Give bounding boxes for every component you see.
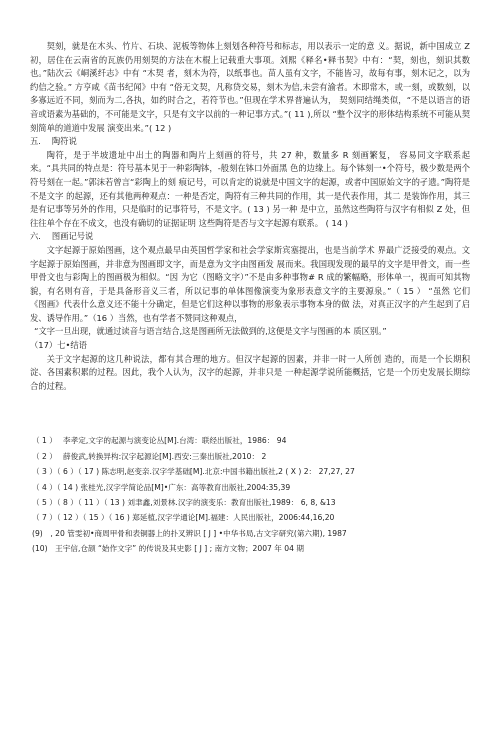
section-heading-tuhua: 六. 图画记号说 bbox=[30, 231, 94, 242]
paragraph-taofu: 陶符，是于半坡遗址中出土的陶器和陶片上刻画的符号，共 27 种，数量多 R 刻画繁复， 容易同文字联系起来。“具共同的特点是：符号基本见于一种彩陶钵，-般刻在钵口外面黑 色的边缘上。每个钵刻一•个符号，极少数是两个符号刻在一起。”郭沫若曾言“彩陶上的刻 痕记号，可以肯定的说就是中国文字的起源，或者中国原始文字的孑遗。”陶符是不是文字 的起源，还有其他两种观点：一种是否定，陶符有三种共同的作用，其一是代表作用，其二 是装饰作用，其三是有记事等另外的作用，只是临时的记事符号，不是文字。( 13 ) 另一种 是中立，虽然这些陶符与汉字有相似 Z 处，但往往单个存在不成文，也没有确切的证据证明 这些陶符是否与文字起源有联系。 ( 14 ) bbox=[30, 149, 470, 228]
reference-item: (10) 王宇信,仓颉 “始作文字” 的传说及其史影 [ J ] ; 南方文物；2007 年 04 期 bbox=[32, 544, 304, 554]
reference-item: （ 3 ）（ 6 ）（ 17 ) 陈志明,赵变亲.汉字学基础[M].北京:中国书籍出版社,2 ( X ) 2： 27,27, 27 bbox=[32, 467, 355, 477]
paragraph-conclusion: 关于文字起源的这几种说法，都有其合理的地方。但汉字起源的因素，并非一时一人所创 造的，而是一个长期积淀、各国素积累的过程。因此，我个人认为，汉字的起源，并非只是 一种起源学说所能概括，它是一个历史发展长期综合的过程。 bbox=[30, 353, 470, 391]
paragraph-tuhua: 文字起源于原始图画，这个观点最早由英国哲学家和社会学家斯宾塞提出，也是当前学术 界最广泛接受的观点。文字起源于原始图画，并非意为图画即文字，而是意为文字由图画发 展而来。我国现发现的最早的文字是甲骨文，而一些甲骨文也与彩陶上的图画极为相似。“因 为它（图略文字）”不是由多种事物# R 成的繁幅略，形体单一，视而可知其物貌，有名则有音，于是具备形音义三者，所以记事的单体图像演变为象形表意文字的主要源泉。”（ 15 ） “虽然 它们《图画》代表什么意义还不能十分确定，但是它们这种以事物的形象表示事物本身的做 法，对真正汉字的产生起到了启发、诱导作用。”（16 ）当然，也有学者不赞同这种观点， bbox=[30, 244, 470, 323]
reference-list bbox=[30, 435, 470, 555]
reference-item: （ 4 ）（ 14 ) 张桂光,汉字学简论品[M]•广东：高等教育出版社,2004:35,39 bbox=[32, 482, 291, 492]
reference-item: （ 1 ） 李孝定,文字的起源与演变论丛[M].台湾：联经出版社，1986： 94 bbox=[32, 436, 287, 446]
body-text bbox=[30, 40, 470, 393]
reference-item: （ 5 ）（ 8 ）（ 11 ）（ 13 ) 刘聿鑫,刘景林.汉字的演变乐：教育出版社,1989： 6, 8, &13 bbox=[32, 498, 336, 508]
reference-item: (9) , 20 管雯初•商周甲骨和表铜器上的扑叉辨识 [ J ] •中华书局,古文字研究(第六期), 1987 bbox=[32, 528, 347, 538]
quote-line: “文字一旦出现，就通过读音与语言结合,这是图画所无法做到的,这便是文字与图画的本 质区别。” bbox=[34, 326, 387, 337]
quote-citation-and-conclusion-heading: （17）七•结语 bbox=[30, 340, 87, 351]
paragraph-qike: 契刻，就是在木头、竹片、石块、泥板等物体上刻划各种符号和标志，用以表示一定的意 义。据说，新中国成立 Z 初，居住在云南省的瓦族仍用刻契的方法在木棍上记载重大事项。刘熙《释名•释书契》中有：“契，刻也，刻识其数也。”陆次云《峒溪纤志》中有 “木契 者，刻木为符，以纸事也。苗人虽有文字，不能皆习，故每有事，刻木记之，以为约信之验。” 方亨咸《苗书纪闻》中有 “俗无文契，凡称贷交易，刻木为信,未尝有渝者。木即常木，或一刻，或数刻，以多寡远近不同，刻而为二,各执，如约时合之，若符节也。”但现在学术界普遍认为， 契刻同结绳类似，“不是以语言的语音或语素为基础的，不可能是文字，只是有文字以前的一种记事方式。”( 11 ),所以 “整个汉字的形体结构系统不可能从契刻简单的道道中发展 演变出来。”( 12 ) bbox=[30, 41, 470, 133]
section-heading-taofu: 五. 陶符说 bbox=[30, 136, 77, 147]
reference-item: （ 7 ）（ 12 ）（ 15 ）（ 16 ) 郑延植,汉字学通论[M].福建：人民出版社，2006:44,16,20 bbox=[32, 513, 335, 523]
reference-item: （ 2 ） 薛俊武,转换异构:汉字起源论[M].西安:三秦出版社,2010： 2 bbox=[32, 451, 267, 461]
